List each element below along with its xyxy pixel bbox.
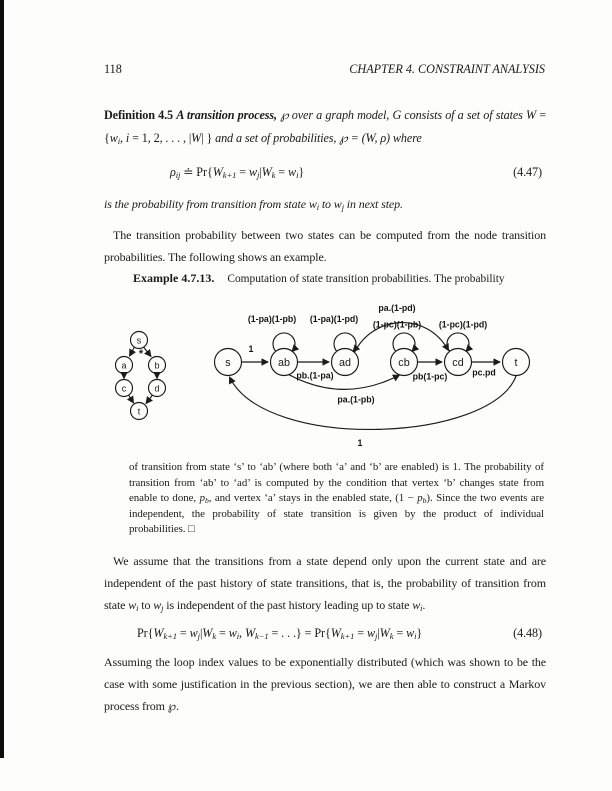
equation-4-48-body: Pr{Wk+1 = wj|Wk = wi, Wk−1 = . . .} = Pr{Wk+1 = wj|Wk = wi} — [137, 626, 423, 642]
task-node-a-label: a — [121, 360, 127, 371]
state-node-ad-label: ad — [338, 356, 352, 369]
edge-s-a — [130, 347, 135, 356]
task-node-b-label: b — [154, 360, 160, 371]
paragraph-markov-construction: Assuming the loop index values to be exponentially distributed (which was shown to be the case with some justification in the previous section), we are then able to construct a Markov process from ℘. — [104, 655, 546, 713]
definition-4-5: Definition 4.5 A transition process, ℘ over a graph model, G consists of a set of states W = {wi, i = 1, 2, . . . , |W| } and a set of probabilities, ℘ = (W, ρ) where — [104, 108, 547, 147]
label-loop-cb: (1-pc)(1-pb) — [372, 319, 422, 330]
state-node-s-label: s — [225, 356, 231, 369]
label-cd-t: pc.pd — [472, 367, 496, 378]
equation-4-48 — [104, 626, 546, 646]
state-node-cd-label: cd — [452, 356, 464, 369]
label-ab-cb: pa.(1-pb) — [337, 394, 375, 405]
label-loop-ab: (1-pa)(1-pb) — [247, 314, 297, 324]
label-s-ab: 1 — [248, 344, 254, 354]
label-loop-ad: (1-pa)(1-pd) — [309, 314, 359, 324]
label-loop-cd: (1-pc)(1-pd) — [438, 319, 488, 330]
definition-continuation: is the probability from transition from state wi to wj in next step. — [104, 197, 403, 213]
label-ab-ad: pb.(1-pa) — [296, 370, 334, 381]
edge-c-t — [129, 395, 134, 403]
running-head: CHAPTER 4. CONSTRAINT ANALYSIS — [349, 62, 545, 76]
label-cb-cd: pb(1-pc) — [412, 371, 448, 382]
task-node-t-label: t — [137, 406, 141, 417]
example-intro: Computation of state transition probabilities. The probability — [227, 273, 505, 285]
markov-chain — [215, 303, 530, 448]
example-label: Example 4.7.13. — [133, 271, 215, 285]
state-node-t-label: t — [514, 356, 518, 369]
state-node-ab-label: ab — [277, 356, 291, 369]
paragraph-markov-assumption: We assume that the transitions from a state depend only upon the current state and are independent of the past history of state transitions, that is, the probability of transition from state wi to wj is independent of the past history leading up to state wi. — [104, 554, 546, 614]
equation-4-48-number: (4.48) — [513, 626, 542, 640]
state-node-cb-label: cb — [398, 356, 410, 369]
label-t-s: 1 — [357, 438, 363, 448]
paragraph-transition-probability: The transition probability between two states can be computed from the node transition probabilities. The following shows an example. — [104, 228, 546, 264]
task-node-s-label: s — [136, 335, 142, 346]
page-number: 118 — [104, 62, 122, 76]
task-graph — [116, 332, 166, 420]
task-node-c-label: c — [121, 383, 127, 394]
task-node-d-label: d — [154, 383, 160, 394]
equation-4-47-number: (4.47) — [513, 165, 542, 179]
example-body: of transition from state ‘s’ to ‘ab’ (where both ‘a’ and ‘b’ are enabled) is 1. The probability of transition from ‘ab’ to ‘ad’ is computed by the condition that vertex ‘b’ changes state from enable to done, pb, and vertex ‘a’ stays in the enabled state, (1 − pb). Since the two events are independent, the probability of state transition is given by the product of individual probabilities. □ — [129, 461, 544, 536]
star-annotation: * — [138, 348, 144, 360]
equation-4-47-body: ρij ≐ Pr{Wk+1 = wj|Wk = wi} — [170, 165, 305, 181]
label-ad-cd: pa.(1-pd) — [378, 303, 416, 313]
edge-s-b — [144, 347, 152, 357]
edge-d-t — [146, 395, 153, 404]
